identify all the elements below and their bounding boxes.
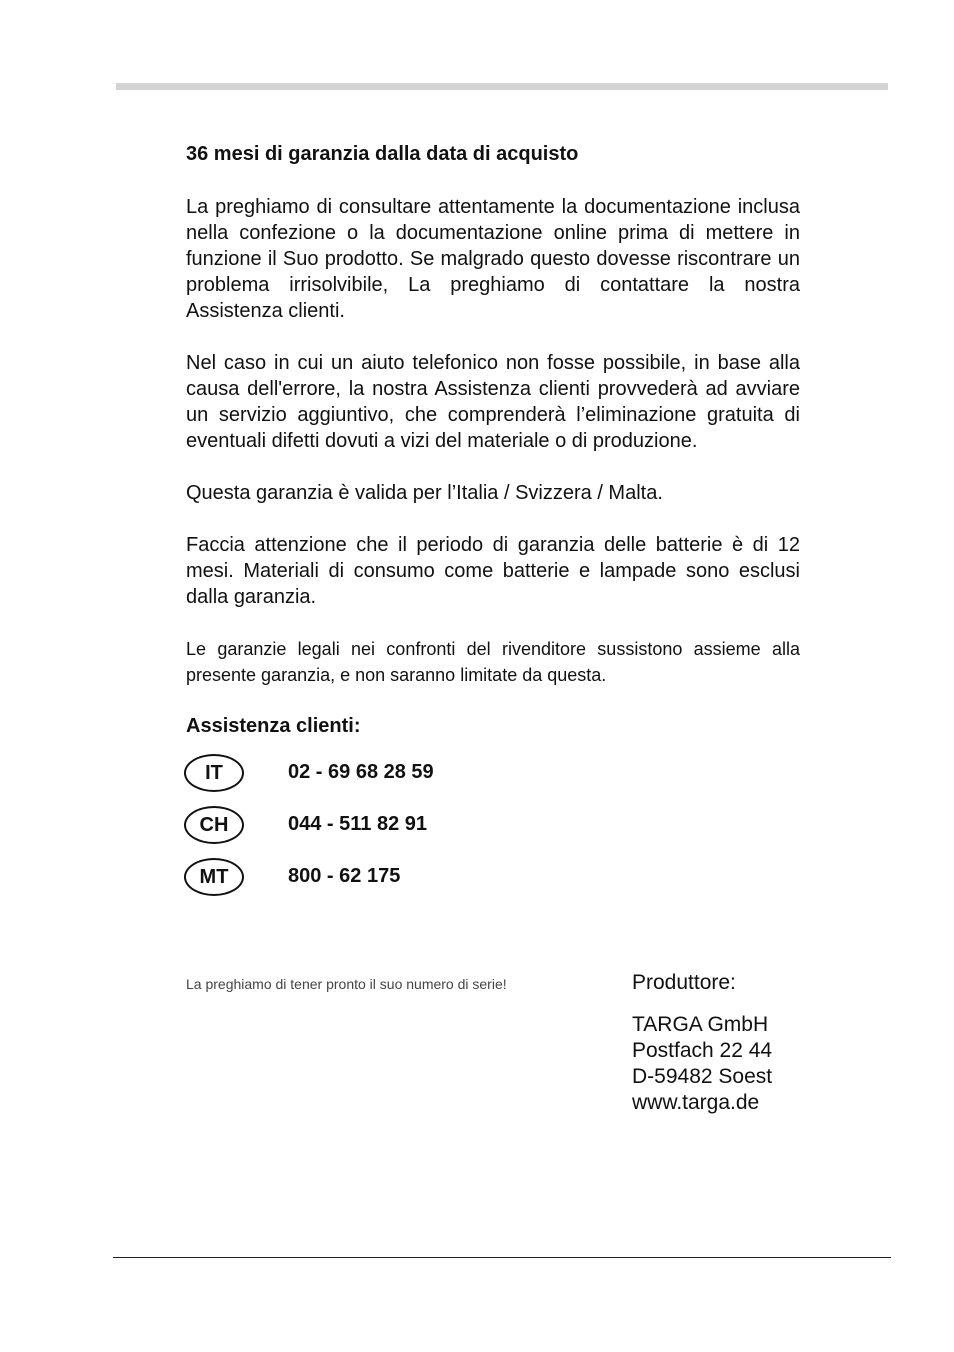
support-title: Assistenza clienti: — [186, 715, 361, 737]
hotline-mt — [186, 856, 800, 908]
phone-number-mt: 800 - 62 175 — [288, 865, 401, 887]
warranty-title: 36 mesi di garanzia dalla data di acquisto — [186, 143, 579, 165]
country-badge-mt: MT — [184, 858, 244, 896]
phone-number-ch: 044 - 511 82 91 — [288, 813, 428, 835]
country-badge-ch: CH — [184, 806, 244, 844]
producer-address — [632, 970, 772, 1116]
country-badge-it: IT — [184, 754, 244, 792]
phone-number-it: 02 - 69 68 28 59 — [288, 761, 434, 783]
warranty-paragraph-batteries: Faccia attenzione che il periodo di garanzia delle batterie è di 12 mesi. Materiali di consumo come batterie e lampade sono esclusi dalla garanzia. — [186, 534, 800, 608]
warranty-paragraph-legal: Le garanzie legali nei confronti del rivenditore sussistono assieme alla presente garanzia, e non saranno limitate da questa. — [186, 639, 800, 685]
warranty-content — [186, 140, 800, 908]
warranty-paragraph-service: Nel caso in cui un aiuto telefonico non fosse possibile, in base alla causa dell'errore, la nostra Assistenza clienti provvederà ad avviare un servizio aggiuntivo, che comprenderà l’eliminazione gratuita di eventuali difetti dovuti a vizi del materiale o di produzione. — [186, 352, 800, 452]
serial-number-note: La preghiamo di tener pronto il suo numero di serie! — [186, 976, 507, 992]
producer-city: D-59482 Soest — [632, 1065, 773, 1088]
producer-postbox: Postfach 22 44 — [632, 1039, 773, 1062]
warranty-paragraph-validity: Questa garanzia è valida per l’Italia / Svizzera / Malta. — [186, 482, 663, 504]
header-divider-bar — [116, 83, 888, 90]
producer-label: Produttore: — [632, 971, 736, 994]
producer-company: TARGA GmbH — [632, 1013, 769, 1036]
footer-divider-line — [113, 1257, 891, 1258]
producer-website: www.targa.de — [632, 1091, 760, 1114]
hotline-ch — [186, 804, 800, 856]
hotline-it — [186, 752, 800, 804]
warranty-paragraph-documentation: La preghiamo di consultare attentamente la documentazione inclusa nella confezione o la documentazione online prima di mettere in funzione il Suo prodotto. Se malgrado questo dovesse riscontrare un problema irrisolvibile, La preghiamo di contattare la nostra Assistenza clienti. — [186, 196, 800, 322]
